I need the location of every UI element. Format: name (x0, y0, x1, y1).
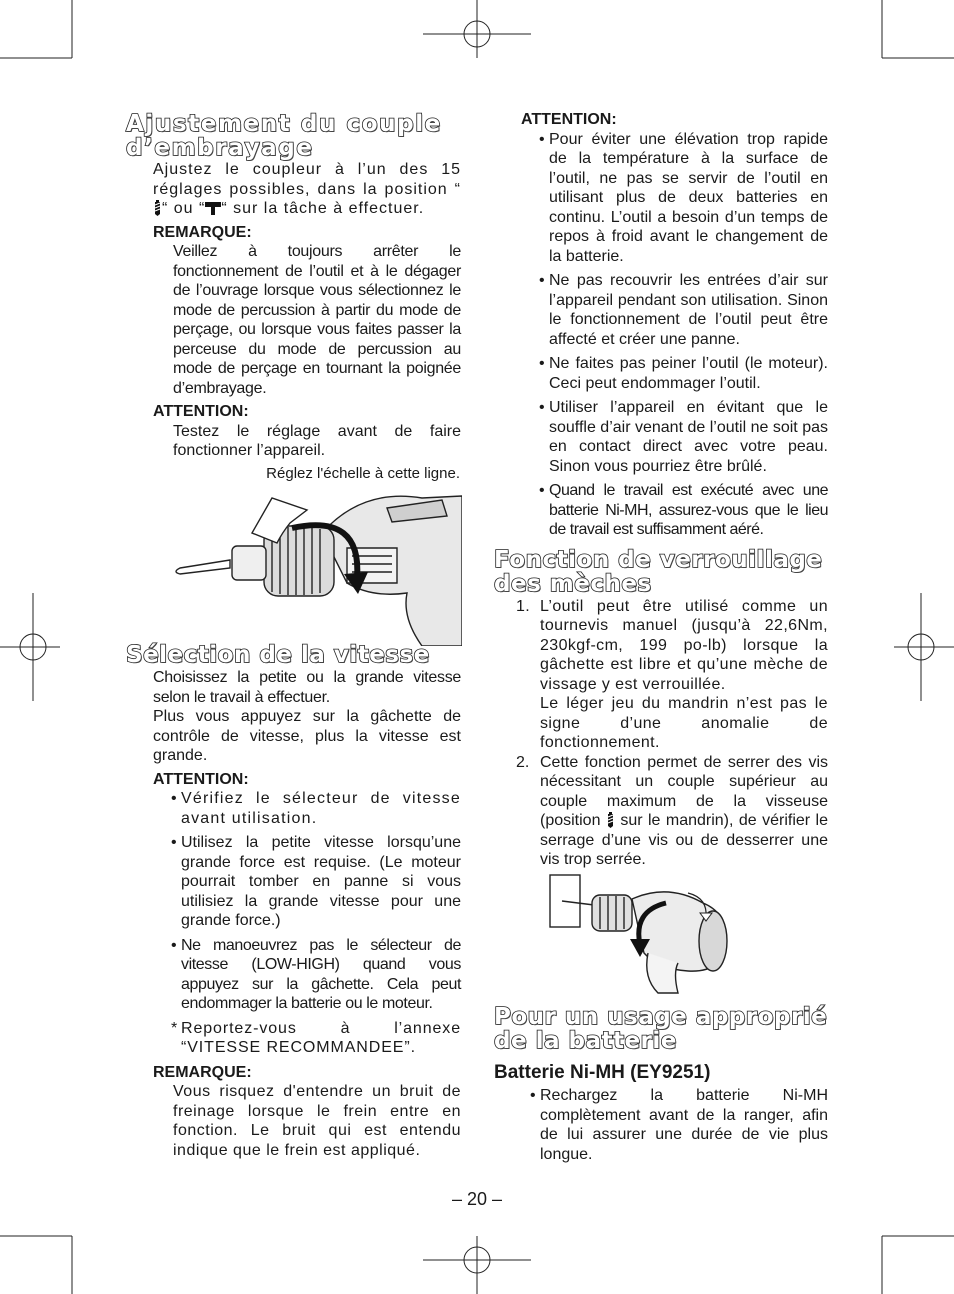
hammer-mode-icon (205, 201, 221, 215)
drill-mode-icon (153, 200, 162, 216)
list-item: • Ne pas recouvrir les entrées d’air sur l’appareil pendant son utilisation. Sinon le fonctionnement de l’outil peut être affecté et créer une panne. (539, 272, 828, 348)
clutch-remarque-text: Veillez à toujours arrêter le fonctionnement de l’outil et à le dégager de l’ouvrage lorsque vous sélectionnez le mode de percussion à partir du mode de perçage, ou lorsque vous faites passer la perceuse du mode de percussion au mode de perçage en tournant la poignée d’embrayage. (173, 243, 461, 397)
left-column (126, 112, 461, 461)
battery-list (494, 1086, 828, 1164)
clutch-attention-label: ATTENTION: (153, 403, 249, 420)
battery-heading-line2: de la batterie (494, 1028, 677, 1054)
speed-heading: Sélection de la vitesse (126, 642, 430, 668)
list-item: • Ne manoeuvrez pas le sélecteur de vitesse (LOW-HIGH) quand vous appuyez sur la gâchette. Cela peut endommager la batterie ou le moteur. (171, 936, 461, 1012)
page-number: – 20 – (451, 1189, 503, 1209)
clutch-figure-caption: Réglez l'échelle à cette ligne. (266, 465, 460, 482)
speed-section (126, 643, 461, 1160)
list-item: 1. L’outil peut être utilisé comme un tournevis manuel (jusqu’à 22,6Nm, 230kgf-cm, 199 po-lb) lorsque la gâchette est libre et qu’une mèche de vissage y est verrouillée. Le léger jeu du mandrin n’est pas le signe d’une anomalie de fonctionnement. (516, 597, 828, 751)
list-item: • Utilisez la petite vitesse lorsqu’une grande force est requise. (Le moteur pourrait tomber en panne si vous utilisiez la grande vitesse pour une grande force.) (171, 834, 461, 929)
battery-section (494, 1005, 828, 1169)
clutch-remarque-label: REMARQUE: (153, 223, 252, 241)
list-item: • Ne faites pas peiner l’outil (le moteur). Ceci peut endommager l’outil. (539, 355, 828, 392)
lock-heading-line2: des mèches (494, 570, 652, 597)
clutch-attention-text: Testez le réglage avant de faire fonctionner l’appareil. (173, 422, 461, 459)
lock-heading (494, 548, 828, 596)
drill-clutch-illustration (172, 488, 462, 646)
list-item: • Pour éviter une élévation trop rapide de la température à la surface de l’outil, ne pas se servir de l’outil en utilisant plus de deux batteries en continu. L’outil a besoin d’un temps de repos à froid avant le changement de la batterie. (539, 130, 828, 265)
list-item: 2. Cette fonction permet de serrer des vis nécessitant un couple supérieur au couple maximum de la visseuse (position sur le mandrin), de vérifier le serrage d’une vis ou de desserrer une vis trop serrée. (516, 753, 828, 868)
clutch-heading-line1: Ajustement du couple (126, 111, 442, 137)
clutch-heading-line2: d’embrayage (126, 135, 314, 161)
speed-remarque-label: REMARQUE: (153, 1063, 252, 1081)
speed-attention-label: ATTENTION: (153, 770, 249, 788)
right-attention-list (494, 130, 828, 540)
list-item: • Vérifiez le sélecteur de vitesse avant utilisation. (171, 790, 461, 827)
lock-list (494, 597, 828, 870)
speed-para1: Choisissez la petite ou la grande vitesse selon le travail à effectuer. (153, 669, 461, 706)
list-item: * Reportez-vous à l’annexe “VITESSE RECOMMANDEE”. (171, 1019, 461, 1056)
speed-para2: Plus vous appuyez sur la gâchette de contrôle de vitesse, plus la vitesse est grande. (153, 708, 461, 764)
list-item: • Rechargez la batterie Ni-MH complètement avant de la ranger, afin de lui assurer une durée de vie plus longue. (530, 1087, 828, 1163)
battery-subtitle: Batterie Ni-MH (EY9251) (494, 1062, 711, 1083)
right-attention-label: ATTENTION: (521, 111, 617, 128)
drill-mode-icon (606, 812, 615, 828)
speed-remarque-text: Vous risquez d'entendre un bruit de freinage lorsque le frein entre en fonction. Le bruit qui est entendu indique que le frein est appliqué. (173, 1083, 461, 1159)
clutch-intro: Ajustez le coupleur à l’un des 15 réglages possibles, dans la position ““ ou “ “ sur la tâche à effectuer. (153, 161, 461, 217)
battery-heading (494, 1005, 828, 1053)
drill-lock-illustration (548, 873, 738, 995)
clutch-heading (126, 112, 461, 160)
list-item: • Utiliser l’appareil en évitant que le souffle d’air venant de l’outil ne soit pas en contact direct avec votre peau. Sinon vous pourriez être brûlé. (539, 399, 828, 475)
lock-heading-line1: Fonction de verrouillage (494, 546, 823, 573)
speed-attention-list (126, 789, 461, 1058)
list-item: • Quand le travail est exécuté avec une batterie Ni-MH, assurez-vous que le lieu de travail est suffisamment aéré. (539, 482, 828, 538)
right-column (494, 110, 828, 870)
battery-heading-line1: Pour un usage approprié (494, 1004, 828, 1030)
